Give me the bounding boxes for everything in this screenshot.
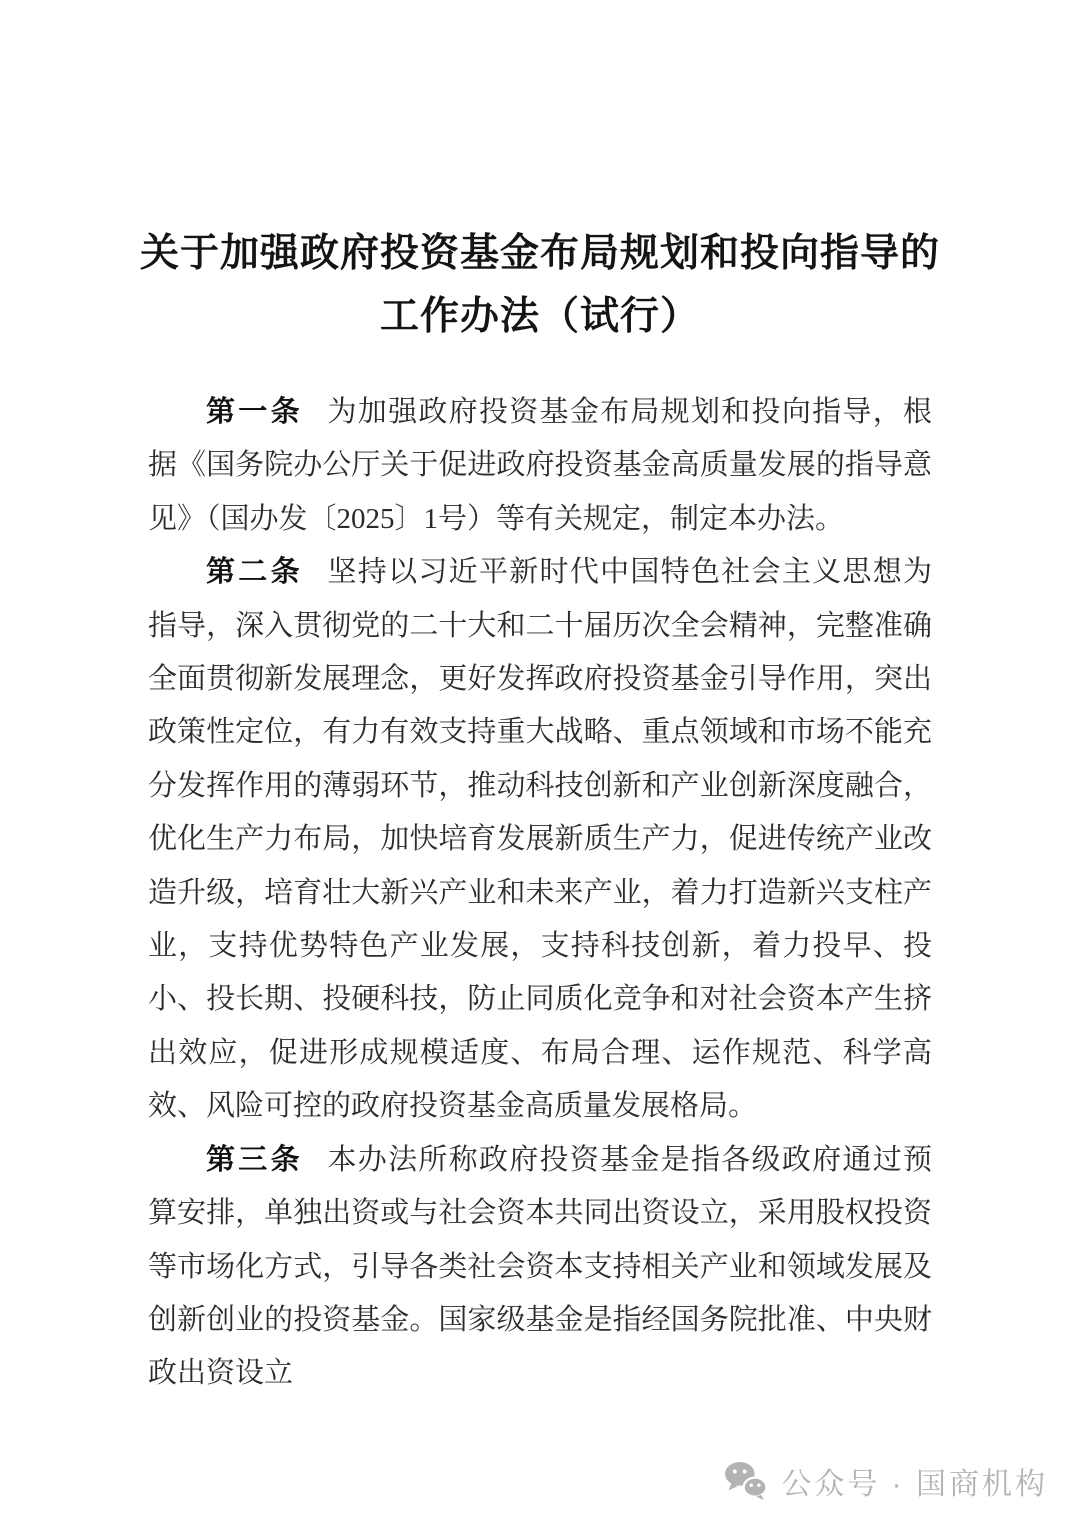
article-text: 坚持以习近平新时代中国特色社会主义思想为指导，深入贯彻党的二十大和二十届历次全会精神，完整准确全面贯彻新发展理念，更好发挥政府投资基金引导作用，突出政策性定位，有力有效支持重大战略、重点领域和市场不能充分发挥作用的薄弱环节，推动科技创新和产业创新深度融合，优化生产力布局，加快培育发展新质生产力，促进传统产业改造升级，培育壮大新兴产业和未来产业，着力打造新兴支柱产业，支持优势特色产业发展，支持科技创新，着力投早、投小、投长期、投硬科技，防止同质化竞争和对社会资本产生挤出效应，促进形成规模适度、布局合理、运作规范、科学高效、风险可控的政府投资基金高质量发展格局。 [148,556,932,1123]
article-text: 为加强政府投资基金布局规划和投向指导，根据《国务院办公厅关于促进政府投资基金高质量发展的指导意见》（国办发〔2025〕1号）等有关规定，制定本办法。 [148,396,932,535]
wechat-watermark [723,1459,1048,1503]
article-paragraph-3 [148,1134,932,1401]
document-title [0,0,1080,348]
article-number-label: 第三条 [206,1143,303,1176]
document-title-line2: 工作办法（试行） [379,295,700,338]
article-paragraph-2 [148,546,932,1133]
watermark-text: 公众号 · 国商机构 [781,1468,1048,1501]
document-body [148,386,932,1401]
document-title-line1: 关于加强政府投资基金布局规划和投向指导的 [139,232,940,275]
article-number-label: 第一条 [206,396,303,428]
article-text: 本办法所称政府投资基金是指各级政府通过预算安排，单独出资或与社会资本共同出资设立，采用股权投资等市场化方式，引导各类社会资本支持相关产业和领域发展及创新创业的投资基金。国家级基金是指经国务院批准、中央财政出资设立 [148,1143,932,1390]
article-number-label: 第二条 [206,556,303,589]
wechat-icon [723,1461,769,1501]
article-paragraph-1 [148,386,932,546]
